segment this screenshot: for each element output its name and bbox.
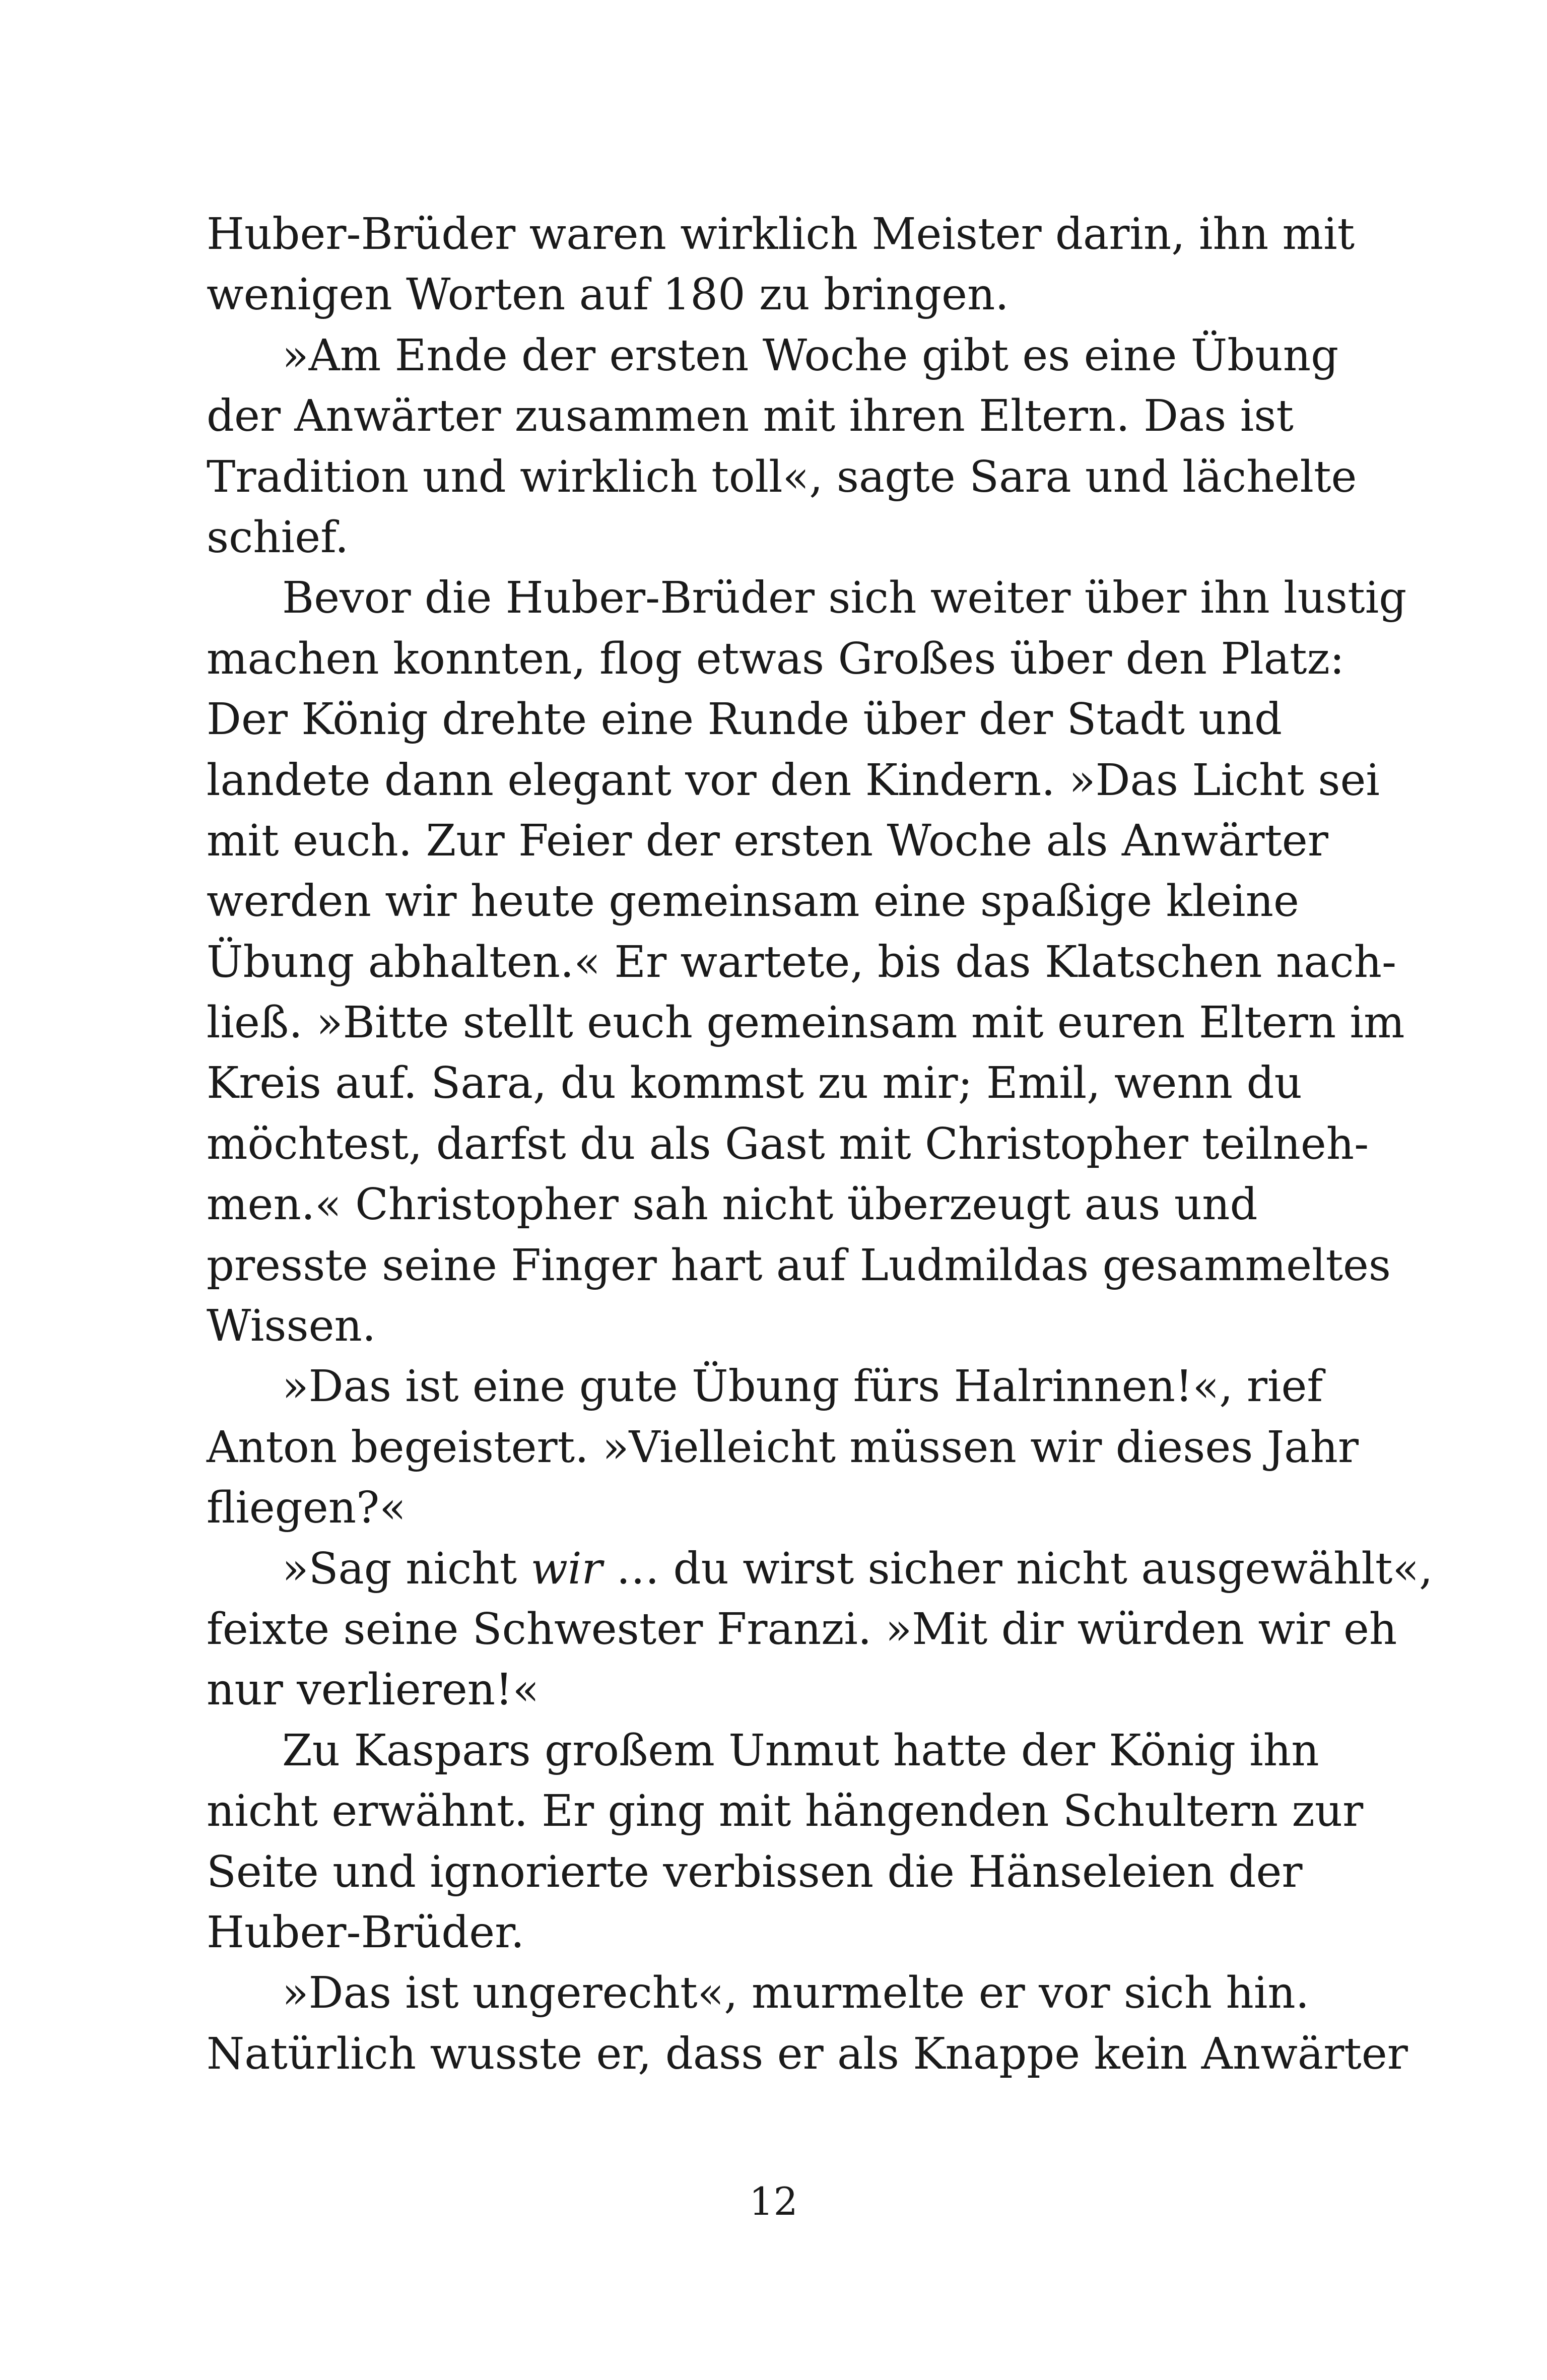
paragraph-first-line: »Das ist ungerecht«, murmelte er vor sich hin. <box>282 1968 1310 2019</box>
text-line: fliegen?« <box>207 1483 406 1534</box>
text-line: nur verlieren!« <box>207 1665 540 1715</box>
text-segment: »Sag nicht <box>282 1543 531 1594</box>
text-line: Huber-Brüder. <box>207 1907 525 1958</box>
text-line: feixte seine Schwester Franzi. »Mit dir würden wir eh <box>207 1604 1397 1655</box>
text-line: Natürlich wusste er, dass er als Knappe kein Anwärter <box>207 2028 1408 2079</box>
paragraph-first-line: Zu Kaspars großem Unmut hatte der König ihn <box>282 1725 1319 1776</box>
text-line: Der König drehte eine Runde über der Stadt und <box>207 694 1283 745</box>
emphasized-word: wir <box>530 1543 602 1594</box>
text-line: Anton begeistert. »Vielleicht müssen wir dieses Jahr <box>207 1422 1359 1473</box>
text-line: machen konnten, flog etwas Großes über den Platz: <box>207 633 1344 684</box>
text-line: Übung abhalten.« Er wartete, bis das Klatschen nach- <box>207 937 1397 987</box>
text-line: Wissen. <box>207 1301 376 1352</box>
text-line: werden wir heute gemeinsam eine spaßige kleine <box>207 876 1299 927</box>
text-line: wenigen Worten auf 180 zu bringen. <box>207 270 1009 320</box>
paragraph-first-line: Bevor die Huber-Brüder sich weiter über ihn lustig <box>282 573 1407 624</box>
paragraph-first-line <box>207 1539 1433 1599</box>
text-line: presste seine Finger hart auf Ludmildas gesammeltes <box>207 1240 1391 1291</box>
text-line: Kreis auf. Sara, du kommst zu mir; Emil, wenn du <box>207 1058 1302 1109</box>
text-line: der Anwärter zusammen mit ihren Eltern. Das ist <box>207 391 1294 442</box>
text-line: ließ. »Bitte stellt euch gemeinsam mit euren Eltern im <box>207 998 1405 1048</box>
text-line: schief. <box>207 512 349 563</box>
text-line: landete dann elegant vor den Kindern. »Das Licht sei <box>207 755 1380 806</box>
text-line: men.« Christopher sah nicht überzeugt aus und <box>207 1179 1258 1230</box>
body-text <box>207 204 1433 2084</box>
text-line: Seite und ignorierte verbissen die Hänseleien der <box>207 1846 1303 1897</box>
paragraph-first-line: »Das ist eine gute Übung fürs Halrinnen!«, rief <box>282 1361 1323 1412</box>
page-number: 12 <box>749 2179 798 2224</box>
text-line: nicht erwähnt. Er ging mit hängenden Schultern zur <box>207 1786 1364 1837</box>
text-line: möchtest, darfst du als Gast mit Christopher teilneh- <box>207 1118 1369 1169</box>
paragraph-first-line: »Am Ende der ersten Woche gibt es eine Übung <box>282 330 1339 381</box>
text-line: Tradition und wirklich toll«, sagte Sara und lächelte <box>207 451 1357 502</box>
text-segment: … du wirst sicher nicht ausgewählt«, <box>602 1543 1433 1594</box>
text-line: mit euch. Zur Feier der ersten Woche als Anwärter <box>207 815 1328 866</box>
text-line: Huber-Brüder waren wirklich Meister darin, ihn mit <box>207 209 1355 259</box>
